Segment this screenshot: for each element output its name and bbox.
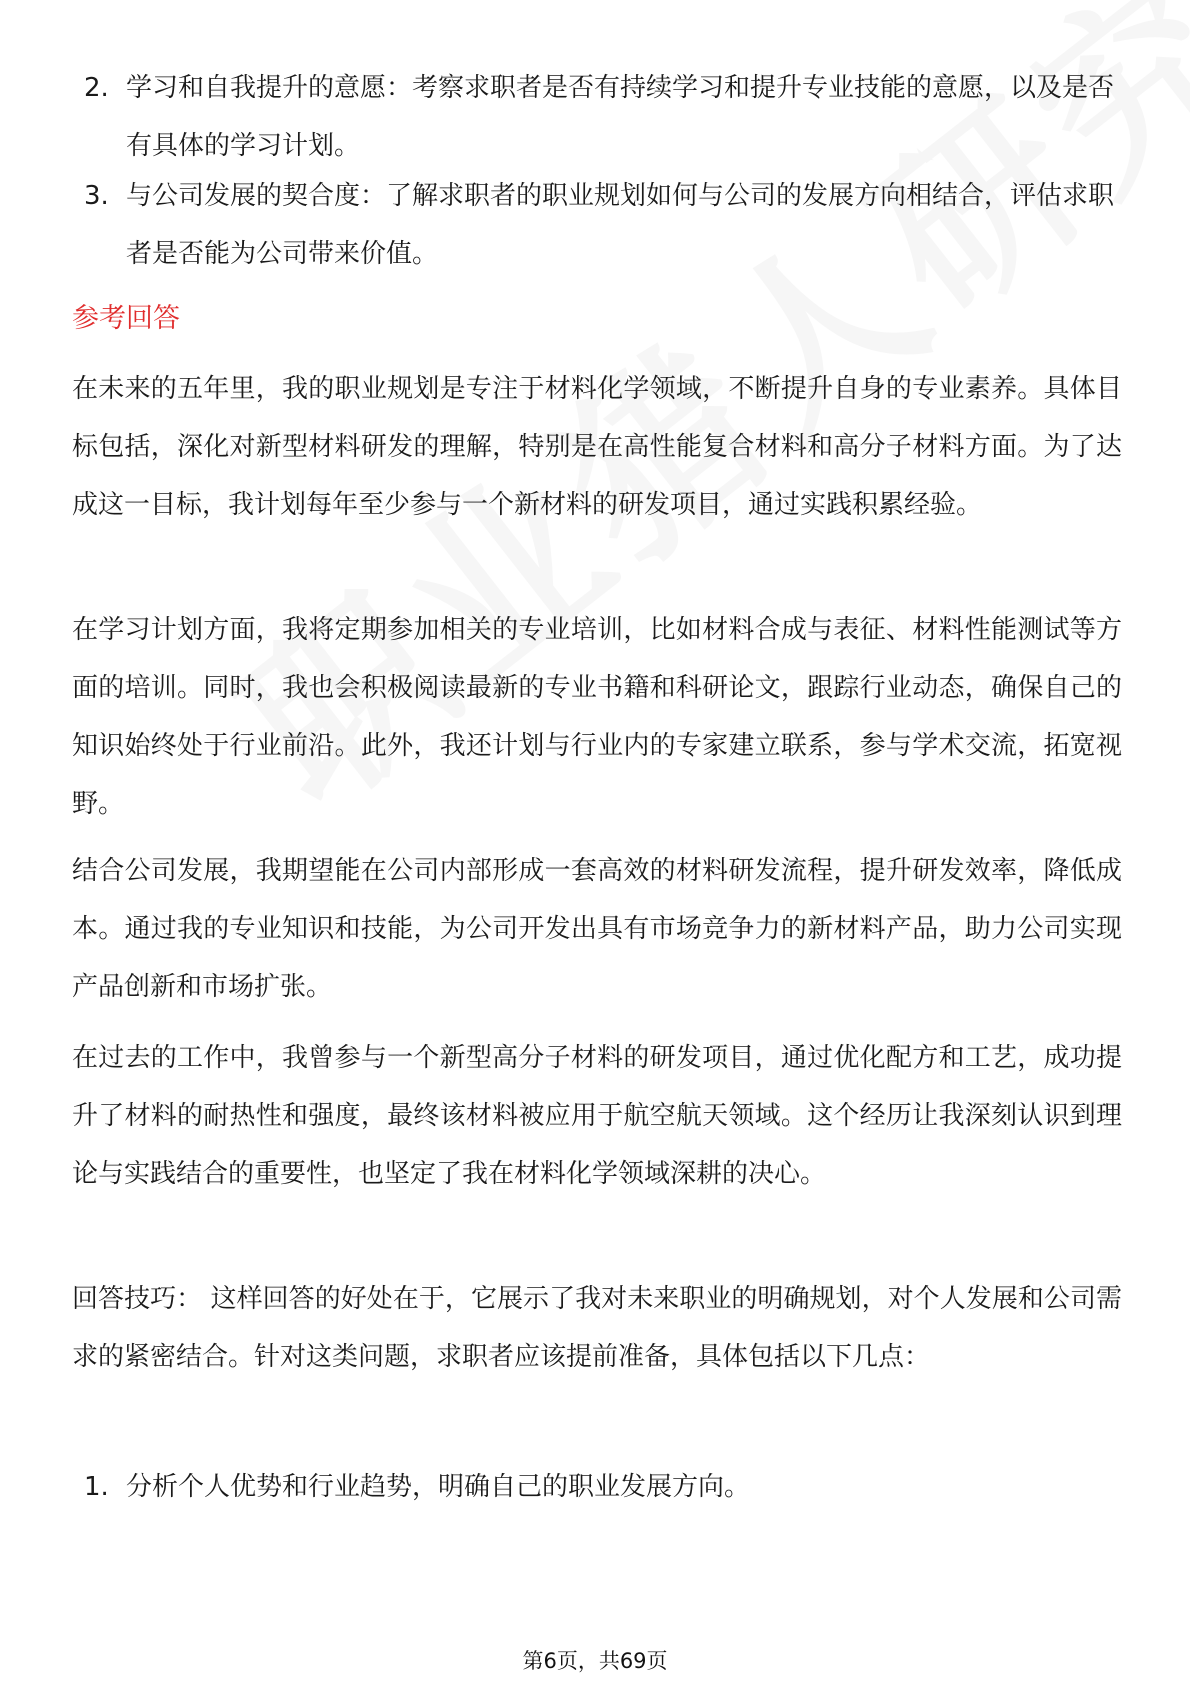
list-item-number: 3.: [84, 181, 109, 211]
section-heading: 参考回答: [72, 303, 180, 334]
answer-tip-paragraph: 回答技巧： 这样回答的好处在于，它展示了我对未来职业的明确规划，对个人发展和公司需求的紧密结合。针对这类问题，求职者应该提前准备，具体包括以下几点：: [72, 1284, 1122, 1372]
paragraph: 在过去的工作中，我曾参与一个新型高分子材料的研发项目，通过优化配方和工艺，成功提升了材料的耐热性和强度，最终该材料被应用于航空航天领域。这个经历让我深刻认识到理论与实践结合的重要性，也坚定了我在材料化学领域深耕的决心。: [72, 1043, 1122, 1189]
list-item-text: 与公司发展的契合度：了解求职者的职业规划如何与公司的发展方向相结合，评估求职者是否能为公司带来价值。: [126, 181, 1115, 269]
list-item-number: 2.: [84, 73, 109, 103]
paragraph: 结合公司发展，我期望能在公司内部形成一套高效的材料研发流程，提升研发效率，降低成本。通过我的专业知识和技能，为公司开发出具有市场竞争力的新材料产品，助力公司实现产品创新和市场扩张。: [72, 856, 1122, 1002]
page-footer: 第6页，共69页: [522, 1649, 668, 1673]
list-item-text: 分析个人优势和行业趋势，明确自己的职业发展方向。: [126, 1472, 751, 1502]
paragraph: 在未来的五年里，我的职业规划是专注于材料化学领域，不断提升自身的专业素养。具体目标包括，深化对新型材料研发的理解，特别是在高性能复合材料和高分子材料方面。为了达成这一目标，我计划每年至少参与一个新材料的研发项目，通过实践积累经验。: [72, 374, 1122, 520]
list-item-text: 学习和自我提升的意愿：考察求职者是否有持续学习和提升专业技能的意愿，以及是否有具体的学习计划。: [126, 73, 1115, 161]
list-item-number: 1.: [84, 1472, 109, 1502]
paragraph: 在学习计划方面，我将定期参加相关的专业培训，比如材料合成与表征、材料性能测试等方面的培训。同时，我也会积极阅读最新的专业书籍和科研论文，跟踪行业动态，确保自己的知识始终处于行业前沿。此外，我还计划与行业内的专家建立联系，参与学术交流，拓宽视野。: [72, 615, 1122, 819]
